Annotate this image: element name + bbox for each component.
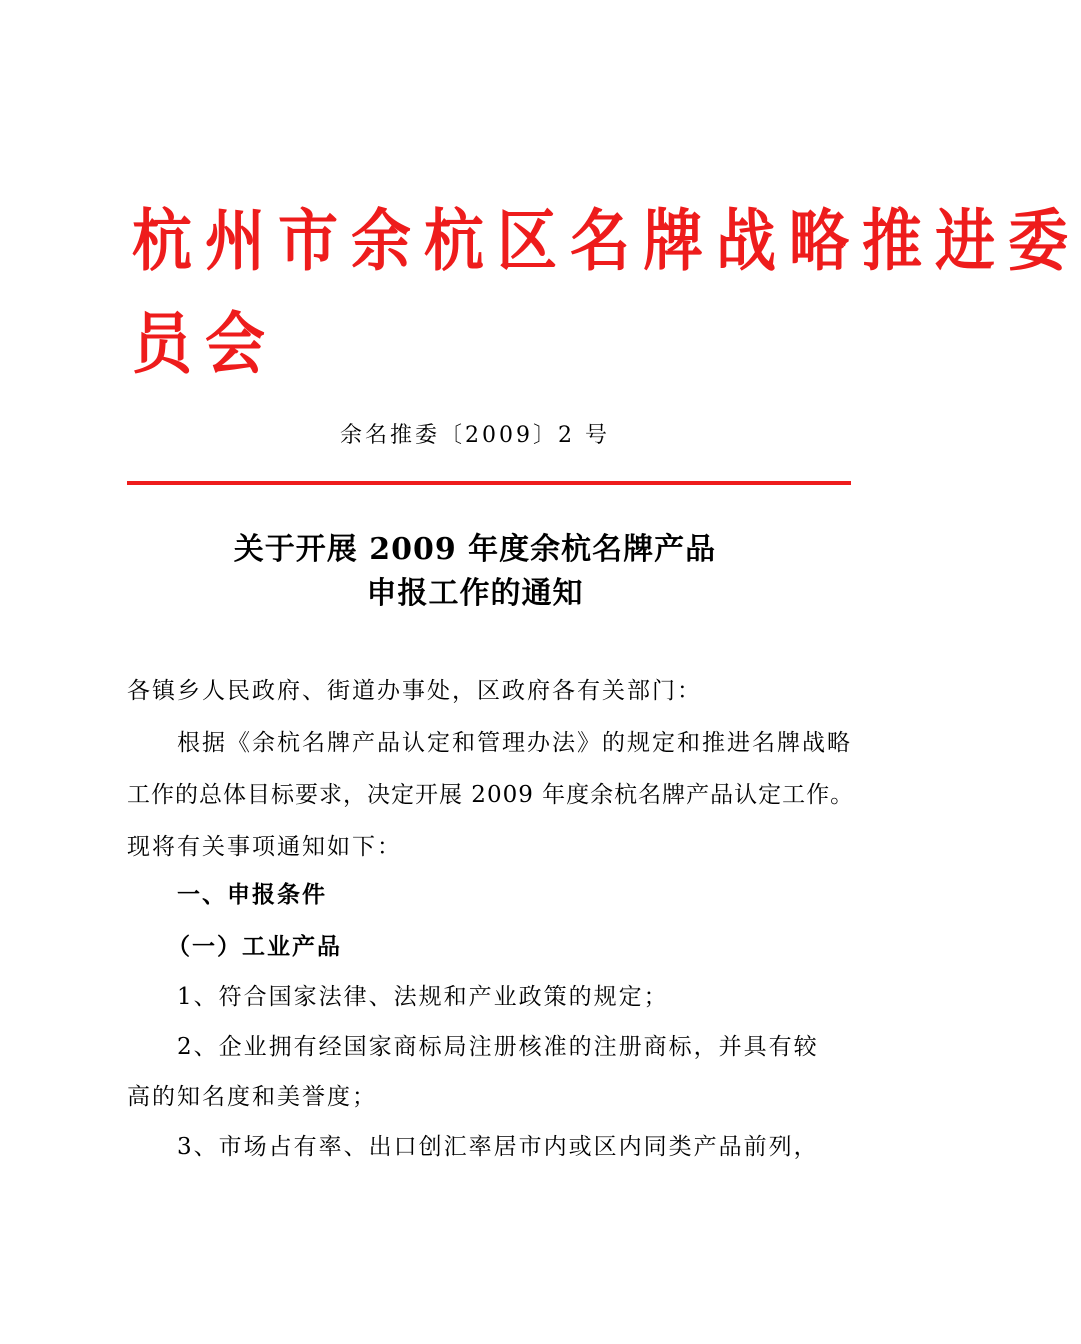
title-line-1: 关于开展 2009 年度余杭名牌产品 xyxy=(233,532,717,567)
addressee: 各镇乡人民政府、街道办事处，区政府各有关部门： xyxy=(127,678,702,704)
title-line-2: 申报工作的通知 xyxy=(366,576,584,611)
issuer-line-2: 员会 xyxy=(132,305,278,384)
section-heading-1: 一、申报条件 xyxy=(177,882,327,908)
section-heading-2: （一）工业产品 xyxy=(167,934,342,960)
document-number: 余名推委〔2009〕2 号 xyxy=(340,423,610,448)
list-item-2-line-2: 高的知名度和美誉度； xyxy=(127,1084,377,1110)
list-item-1: 1、符合国家法律、法规和产业政策的规定； xyxy=(177,984,669,1010)
paragraph-1-line-3: 现将有关事项通知如下： xyxy=(127,834,402,860)
list-item-2-line-1: 2、企业拥有经国家商标局注册核准的注册商标，并具有较 xyxy=(177,1034,819,1060)
issuing-authority-header xyxy=(132,190,1081,396)
paragraph-1-line-1: 根据《余杭名牌产品认定和管理办法》的规定和推进名牌战略 xyxy=(177,730,852,756)
paragraph-1-line-2: 工作的总体目标要求，决定开展 2009 年度余杭名牌产品认定工作。 xyxy=(127,782,855,808)
red-divider-line xyxy=(127,481,851,485)
notice-title xyxy=(0,528,950,616)
list-item-3: 3、市场占有率、出口创汇率居市内或区内同类产品前列， xyxy=(177,1134,819,1160)
issuer-line-1: 杭州市余杭区名牌战略推进委 xyxy=(132,202,1081,281)
